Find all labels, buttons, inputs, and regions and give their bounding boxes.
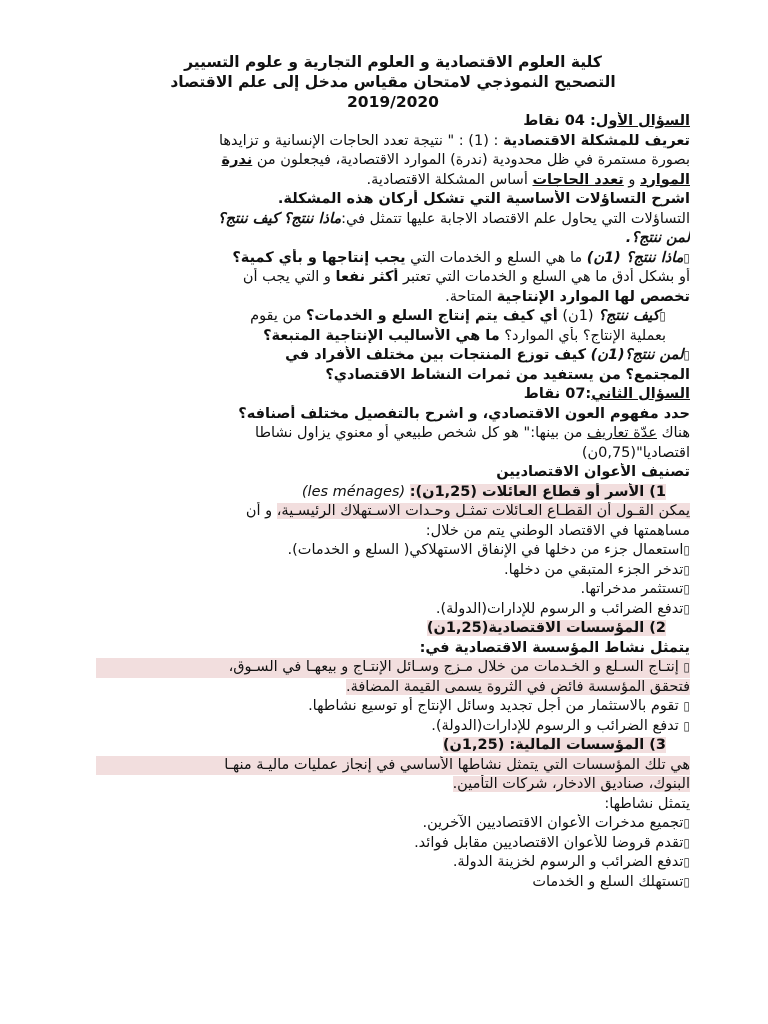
bullet-icon: ▯ bbox=[683, 874, 690, 889]
q2-c2-title-line bbox=[96, 619, 690, 639]
q2-def-1c: من بينها:" هو كل شخص طبيعي أو معنوي يزاول نشاطا bbox=[255, 425, 583, 441]
q2-c3-title: 3) المؤسسات المالية: (1,25ن) bbox=[442, 737, 666, 753]
q1-whom-line2a: المجتمع؟ bbox=[625, 366, 690, 383]
q2-c3-intro: يتمثل نشاطها: bbox=[604, 795, 690, 812]
q1-what-bold: يجب إنتاجها و بأي كمية؟ bbox=[232, 249, 406, 266]
q2-c3-title-line bbox=[96, 736, 690, 756]
q1-questions-intro-line2 bbox=[96, 229, 690, 249]
q1-explain-prompt: اشرح التساؤلات الأساسية التي تشكل أركان هذه المشكلة. bbox=[277, 191, 690, 207]
q1-what-line3a: تخصص لها الموارد الإنتاجية bbox=[496, 288, 690, 305]
q1-def-score: : (1) : bbox=[458, 132, 499, 149]
q1-whom-item-line2 bbox=[96, 366, 690, 386]
q2-c1-title: 1) الأسر أو قطاع العائلات (1,25ن): bbox=[409, 483, 666, 500]
q1-def-label: تعريف للمشكلة الاقتصادية bbox=[502, 132, 690, 149]
bullet-icon: ▯ bbox=[683, 601, 690, 616]
q1-def-needs: تعدد الحاجات bbox=[532, 171, 624, 188]
q1-what-item-line3 bbox=[96, 288, 690, 308]
q1-what: ماذا ننتج؟ bbox=[283, 210, 342, 227]
q1-def-and: و bbox=[628, 171, 636, 188]
q2-c1-line1 bbox=[96, 502, 690, 522]
q1-what-label: ماذا ننتج؟ (1ن) bbox=[586, 249, 684, 266]
q1-how-line2a: بعملية الإنتاج؟ بأي الموارد؟ bbox=[504, 327, 666, 344]
bullet-icon: ▯ bbox=[683, 835, 690, 850]
q1-title: السؤال الأول bbox=[595, 113, 690, 129]
q1-definition-line3 bbox=[96, 171, 690, 191]
list-item: ▯ تدفع الضرائب و الرسوم للإدارات(الدولة). bbox=[431, 717, 690, 734]
q1-forwhom: لمن ننتج؟. bbox=[625, 230, 690, 246]
bullet-icon: ▯ bbox=[683, 816, 690, 830]
q1-what-item-line2 bbox=[96, 268, 690, 288]
q2-c2-line2: فتحقق المؤسسة فائض في الثروة يسمى القيمة المضافة. bbox=[345, 678, 690, 695]
q1-how-score: (1ن) bbox=[562, 308, 594, 324]
list-item: ▯تدفع الضرائب و الرسوم للإدارات(الدولة). bbox=[435, 600, 690, 617]
bullet-icon: ▯ bbox=[683, 855, 690, 869]
q2-points: :07 نقاط bbox=[523, 386, 592, 402]
q2-c1-fr: (les ménages) bbox=[301, 483, 406, 500]
q1-what-line2b: أكثر نفعا bbox=[335, 269, 399, 285]
list-item: ▯تقدم قروضا للأعوان الاقتصاديين مقابل فوائد. bbox=[414, 834, 690, 851]
q1-how-label: كيف ننتج؟ bbox=[598, 308, 660, 324]
q1-what-item-line1 bbox=[96, 249, 690, 269]
q2-classify: تصنيف الأعوان الاقتصاديين bbox=[496, 464, 690, 480]
q2-title: السؤال الثاني bbox=[591, 386, 690, 402]
q1-questions-intro-line1 bbox=[96, 210, 690, 230]
q1-points: : 04 نقاط bbox=[523, 113, 596, 129]
bullet-icon: ▯ bbox=[683, 718, 690, 733]
list-item: ▯استعمال جزء من دخلها في الإنفاق الاستهلاكي( السلع و الخدمات). bbox=[287, 542, 690, 558]
list-item: ▯تجميع مدخرات الأعوان الاقتصاديين الآخرين. bbox=[422, 815, 690, 831]
q2-c2-intro: يتمثل نشاط المؤسسة الاقتصادية في: bbox=[419, 639, 690, 656]
q1-def-text1: " نتيجة تعدد الحاجات الإنسانية و تزايدها bbox=[218, 132, 455, 149]
q1-whom-item-line1 bbox=[96, 346, 690, 366]
q2-definition-line2: اقتصاديا"(0,75ن) bbox=[581, 444, 690, 461]
q1-def-text2: بصورة مستمرة في ظل محدودية (ندرة) الموارد الاقتصادية، فيجعلون من bbox=[256, 152, 690, 168]
q2-c1-list bbox=[96, 541, 690, 619]
academic-year: 2019/2020 bbox=[347, 93, 439, 111]
q1-whom-bold: كيف توزع المنتجات بين مختلف الأفراد في bbox=[285, 347, 587, 363]
q2-c3-line1: هي تلك المؤسسات التي يتمثل نشاطها الأساسي في إنجاز عمليات ماليـة منهـا bbox=[96, 756, 690, 776]
q2-c1-line2: مساهمتها في الاقتصاد الوطني يتم من خلال: bbox=[425, 522, 690, 539]
exam-title: التصحيح النموذجي لامتحان مقياس مدخل إلى علم الاقتصاد bbox=[170, 73, 616, 91]
bullet-icon: ▯ bbox=[683, 562, 690, 577]
q2-c1-title-line bbox=[96, 483, 690, 503]
q1-def-end: أساس المشكلة الاقتصادية. bbox=[366, 171, 528, 188]
q2-c2-list bbox=[96, 697, 690, 736]
q1-how-text: من يقوم bbox=[250, 308, 302, 324]
q2-heading bbox=[96, 385, 690, 405]
q2-c1-line1a: يمكن القـول أن القطـاع العـائلات تمثـل وحـدات الاسـتهلاك الرئيسـية، bbox=[276, 503, 690, 519]
q2-c1-line1b: و أن bbox=[245, 503, 273, 519]
q2-c2-line1: ▯ إنتـاج السـلع و الخـدمات من خلال مـزج وسـائل الإنتـاج و بيعهـا في السـوق، bbox=[96, 658, 690, 678]
document-header bbox=[96, 52, 690, 112]
bullet-icon: ▯ bbox=[683, 250, 690, 265]
list-item: ▯تدفع الضرائب و الرسوم لخزينة الدولة. bbox=[452, 854, 690, 870]
q1-definition-line2 bbox=[96, 151, 690, 171]
q1-heading bbox=[96, 112, 690, 132]
q1-what-text1: ما هي السلع و الخدمات التي bbox=[410, 249, 583, 266]
q1-def-resources: الموارد bbox=[640, 171, 690, 188]
q1-definition-line1 bbox=[96, 132, 690, 152]
q1-def-nadra: ندرة bbox=[221, 152, 253, 168]
bullet-icon: ▯ bbox=[683, 660, 690, 674]
q1-how-item-line1 bbox=[96, 307, 690, 327]
list-item: ▯تستثمر مدخراتها. bbox=[580, 581, 690, 597]
list-item: ▯ تقوم بالاستثمار من أجل تجديد وسائل الإنتاج أو توسيع نشاطها. bbox=[308, 698, 690, 714]
q1-how-line2b: ما هي الأساليب الإنتاجية المتبعة؟ bbox=[263, 327, 500, 344]
q2-def-1a: هناك bbox=[661, 425, 690, 441]
q2-c3-list bbox=[96, 814, 690, 892]
faculty-title: كلية العلوم الاقتصادية و العلوم التجارية و علوم التسيير bbox=[184, 53, 602, 71]
list-item: ▯تدخر الجزء المتبقي من دخلها. bbox=[503, 561, 690, 578]
q1-how-bold: أي كيف يتم إنتاج السلع و الخدمات؟ bbox=[305, 308, 558, 324]
q1-what-line2c: و التي يجب أن bbox=[242, 269, 331, 285]
q2-c3-line2: البنوك، صناديق الادخار، شركات التأمين. bbox=[452, 776, 690, 792]
list-item: ▯تستهلك السلع و الخدمات bbox=[532, 873, 690, 890]
q2-prompt: حدد مفهوم العون الاقتصادي، و اشرح بالتفصيل مختلف أصنافه؟ bbox=[238, 405, 690, 422]
q2-def-1b: عدّة تعاريف bbox=[587, 425, 657, 441]
q1-what-line2a: أو بشكل أدق ما هي السلع و الخدمات التي تعتبر bbox=[403, 269, 690, 285]
q2-c2-title: 2) المؤسسات الاقتصادية(1,25ن) bbox=[426, 620, 666, 636]
bullet-icon: ▯ bbox=[683, 348, 690, 362]
q1-how: كيف ننتج؟ bbox=[217, 210, 279, 227]
bullet-icon: ▯ bbox=[683, 582, 690, 596]
bullet-icon: ▯ bbox=[683, 699, 690, 713]
bullet-icon: ▯ bbox=[683, 543, 690, 557]
q1-whom-line2b: من يستفيد من ثمرات النشاط الاقتصادي؟ bbox=[325, 366, 621, 383]
bullet-icon: ▯ bbox=[659, 309, 666, 323]
q1-how-item-line2 bbox=[96, 327, 690, 347]
q2-definition-line1 bbox=[96, 424, 690, 444]
q1-whom-label: لمن ننتج؟(1ن) bbox=[590, 347, 684, 363]
q1-what-line3b: المتاحة. bbox=[445, 288, 493, 305]
q1-questions-intro: التساؤلات التي يحاول علم الاقتصاد الاجابة عليها تتمثل في: bbox=[341, 210, 690, 227]
